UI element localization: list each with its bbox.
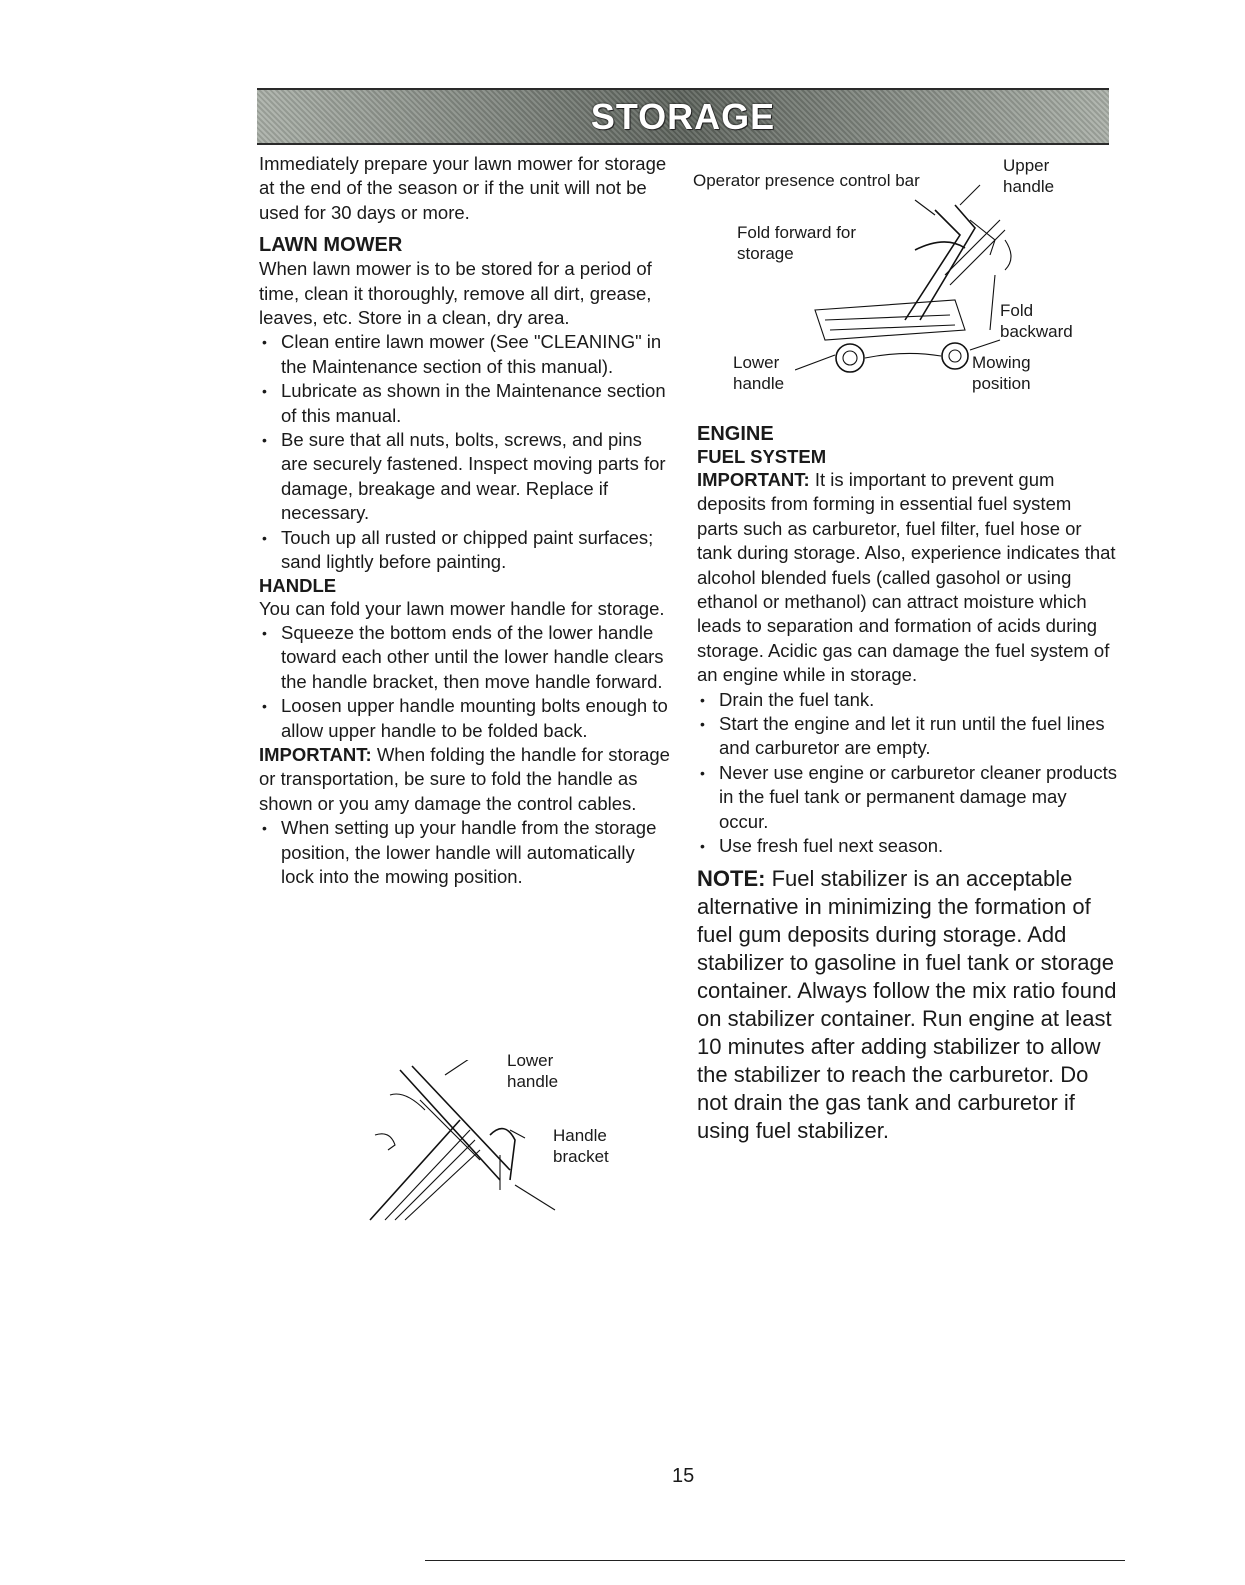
figure-label-fold-backward: Fold backward xyxy=(1000,301,1073,341)
engine-important xyxy=(697,468,1117,688)
figure-label-lower-handle-2: Lower handle xyxy=(733,353,785,393)
figure-label-mowing-position: Mowing position xyxy=(972,353,1031,393)
left-column xyxy=(259,152,671,889)
list-item: • Clean entire lawn mower (See "CLEANING" in the Maintenance section of this manual). xyxy=(259,330,671,379)
note-paragraph xyxy=(697,865,1117,1145)
list-item: • Squeeze the bottom ends of the lower handle toward each other until the lower handle clears the handle bracket, then move handle forward. xyxy=(259,621,671,694)
handle-paragraph: You can fold your lawn mower handle for storage. xyxy=(259,597,665,619)
figure-label-handle-bracket: Handle bracket xyxy=(553,1126,609,1166)
lawn-mower-heading: LAWN MOWER xyxy=(259,234,403,257)
page-number: 15 xyxy=(672,1465,695,1487)
important-text: When folding the handle for storage or transportation, be sure to fold the handle as shown or you amy damage the control cables. xyxy=(259,743,670,814)
list-item: • Use fresh fuel next season. xyxy=(697,834,1117,858)
list-item: • Loosen upper handle mounting bolts enough to allow upper handle to be folded back. xyxy=(259,694,671,743)
important-label: IMPORTANT: xyxy=(697,469,810,490)
mower-fold-figure xyxy=(795,180,1015,390)
list-item: • Touch up all rusted or chipped paint surfaces; sand lightly before painting. xyxy=(259,526,671,575)
list-item: • When setting up your handle from the storage position, the lower handle will automatically lock into the mowing position. xyxy=(259,816,671,889)
intro-paragraph: Immediately prepare your lawn mower for storage at the end of the season or if the unit will not be used for 30 days or more. xyxy=(259,153,667,223)
section-banner xyxy=(257,88,1109,145)
figure-label-lower-handle: Lower handle xyxy=(507,1051,559,1091)
handle-important xyxy=(259,743,671,816)
fuel-system-heading: FUEL SYSTEM xyxy=(697,446,827,467)
figure-label-fold-forward: Fold forward for storage xyxy=(737,223,857,263)
engine-heading: ENGINE xyxy=(697,423,774,445)
list-item: • Start the engine and let it run until the fuel lines and carburetor are empty. xyxy=(697,712,1117,761)
important-label: IMPORTANT: xyxy=(259,743,372,765)
list-item: • Lubricate as shown in the Maintenance section of this manual. xyxy=(259,379,671,428)
handle-list-2 xyxy=(259,816,671,889)
figure-label-upper-handle: Upper handle xyxy=(1003,156,1055,196)
lawn-mower-paragraph: When lawn mower is to be stored for a period of time, clean it thoroughly, remove all dirt, grease, leaves, etc. Store in a clean, dry area. xyxy=(259,258,652,329)
handle-heading: HANDLE xyxy=(259,574,337,596)
note-text: Fuel stabilizer is an acceptable alternative in minimizing the formation of fuel gum deposits during storage. Add stabilizer to gasoline in fuel tank or storage container. Always follow the mix ratio found on stabilizer container. Run engine at least 10 minutes after adding stabilizer to allow the stabilizer to reach the carburetor. Do not drain the gas tank and carburetor if using fuel stabilizer. xyxy=(697,865,1117,1143)
figure-label-operator-bar: Operator presence control bar xyxy=(693,171,920,190)
footer-divider xyxy=(425,1560,1125,1561)
engine-list xyxy=(697,688,1117,859)
important-text: It is important to prevent gum deposits from forming in essential fuel system parts such as carburetor, fuel filter, fuel hose or tank during storage. Also, experience indicates that alcohol blended fuels (called gasohol or using ethanol or methanol) can attract moisture which leads to separation and formation of acids during storage. Acidic gas can damage the fuel system of an engine while in storage. xyxy=(697,469,1116,686)
handle-list xyxy=(259,621,671,743)
note-label: NOTE: xyxy=(697,865,766,891)
section-title: STORAGE xyxy=(590,95,776,137)
list-item: • Never use engine or carburetor cleaner products in the fuel tank or permanent damage may occur. xyxy=(697,761,1117,834)
right-column xyxy=(697,414,1117,1145)
list-item: • Drain the fuel tank. xyxy=(697,688,1117,712)
list-item: • Be sure that all nuts, bolts, screws, and pins are securely fastened. Inspect moving parts for damage, breakage and wear. Replace if necessary. xyxy=(259,428,671,526)
lawn-mower-list xyxy=(259,330,671,574)
